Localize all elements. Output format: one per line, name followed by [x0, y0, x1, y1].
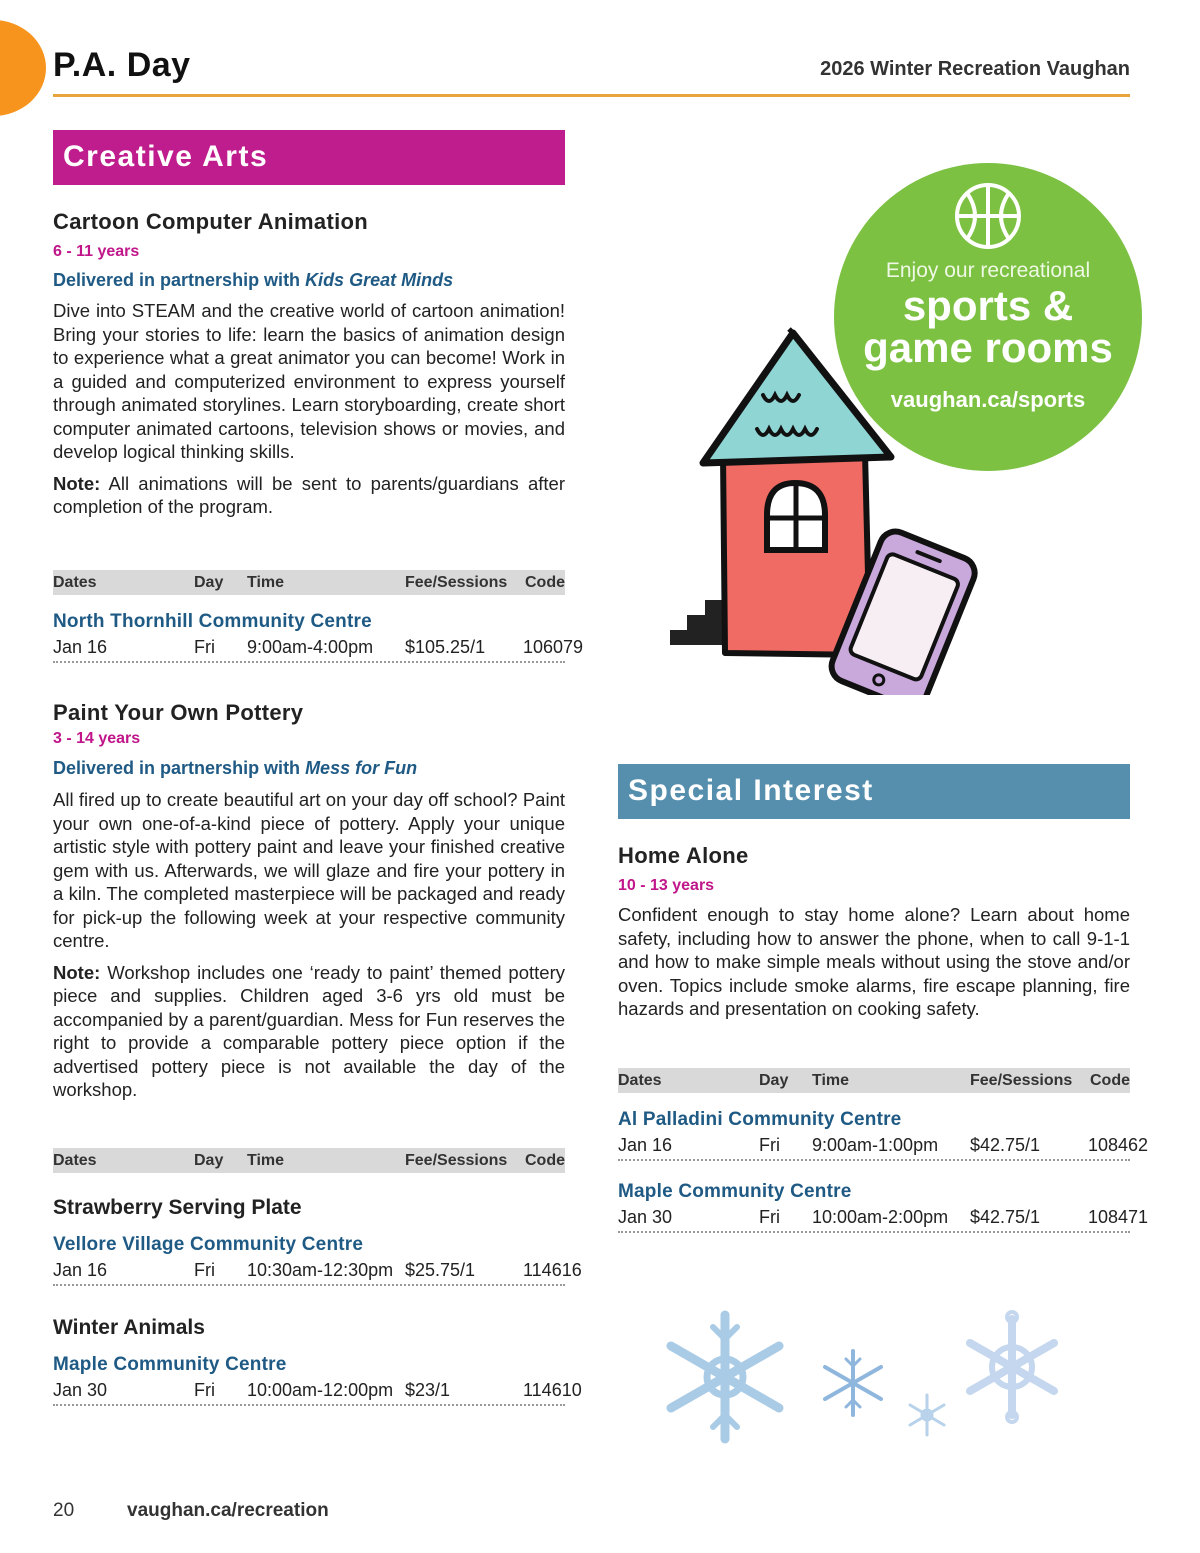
- row-dates: Jan 16: [618, 1134, 673, 1155]
- program-cartoon-animation: [53, 209, 565, 519]
- header-code: Code: [525, 573, 565, 591]
- basketball-icon: [953, 181, 1023, 251]
- location-name: Al Palladini Community Centre: [618, 1109, 902, 1130]
- publication-title: 2026 Winter Recreation Vaughan: [820, 58, 1130, 80]
- table-row: [618, 1203, 1149, 1233]
- row-fee: $23/1: [405, 1379, 451, 1400]
- header-time: Time: [812, 1071, 850, 1089]
- partner-name: Kids Great Minds: [305, 270, 454, 290]
- table-row: [618, 1131, 1149, 1161]
- header-fee: Fee/Sessions: [405, 1151, 508, 1169]
- header-day: Day: [194, 573, 224, 591]
- sub-program-title: Winter Animals: [53, 1316, 205, 1339]
- promo-url-link[interactable]: vaughan.ca/sports: [890, 387, 1086, 412]
- table-header: [53, 1148, 565, 1173]
- schedule-table-cartoon: [53, 570, 584, 663]
- row-time: 10:30am-12:30pm: [247, 1259, 394, 1280]
- sub-program-title: Strawberry Serving Plate: [53, 1196, 302, 1219]
- program-title: Paint Your Own Pottery: [53, 700, 304, 725]
- snowflake-icon: [825, 1351, 881, 1415]
- partner-line: [53, 758, 565, 779]
- row-dates: Jan 16: [53, 1259, 108, 1280]
- program-description: All fired up to create beautiful art on your day off school? Paint your own one-of-a-kind piece of pottery. Apply your unique artistic style with pottery paint and leave your finished creative gem with us. Afterwards, we will glaze and fire your pottery in a kiln. The completed masterpiece will be packaged and ready for pick-up the following week at your respective community centre.: [53, 789, 565, 951]
- row-code: 106079: [523, 636, 584, 657]
- header-time: Time: [247, 573, 285, 591]
- row-time: 10:00am-12:00pm: [247, 1379, 394, 1400]
- section-banner-special-interest: Special Interest: [618, 764, 1130, 819]
- row-time: 10:00am-2:00pm: [812, 1206, 949, 1227]
- snowflake-icon: [970, 1312, 1054, 1422]
- location-name: Maple Community Centre: [618, 1181, 852, 1202]
- program-description: Dive into STEAM and the creative world of cartoon animation! Bring your stories to life: learn the basics of animation design to experience what a great animator you can become! Work in a guided and computerized environment to express yourself through animated storylines. Learn storyboarding, create short computer animated cartoons, television shows or movies, and develop logical thinking skills.: [53, 300, 565, 462]
- program-note: [53, 961, 565, 1102]
- row-fee: $42.75/1: [970, 1134, 1041, 1155]
- table-row: [53, 633, 584, 663]
- page-number: 20: [53, 1500, 75, 1521]
- promo-headline: [834, 282, 1142, 371]
- promo-headline-1: sports &: [902, 282, 1074, 329]
- row-code: 108462: [1088, 1134, 1149, 1155]
- header-code: Code: [1090, 1071, 1130, 1089]
- footer-url-link[interactable]: vaughan.ca/recreation: [127, 1500, 329, 1521]
- row-day: Fri: [759, 1134, 780, 1155]
- header-dates: Dates: [53, 1151, 97, 1169]
- age-range: 10 - 13 years: [618, 877, 715, 894]
- header-dates: Dates: [618, 1071, 662, 1089]
- header-dates: Dates: [53, 573, 97, 591]
- row-fee: $25.75/1: [405, 1259, 476, 1280]
- partner-prefix: Delivered in partnership with: [53, 270, 306, 290]
- row-time: 9:00am-1:00pm: [812, 1134, 939, 1155]
- location-name: Vellore Village Community Centre: [53, 1234, 364, 1255]
- row-dates: Jan 30: [618, 1206, 673, 1227]
- header-divider: [53, 94, 1130, 97]
- row-dates: Jan 16: [53, 636, 108, 657]
- row-day: Fri: [194, 1259, 215, 1280]
- program-title: Home Alone: [618, 843, 749, 868]
- snowflakes-decoration: [655, 1305, 1075, 1450]
- partner-line: [53, 270, 565, 291]
- row-code: 114610: [523, 1379, 582, 1400]
- note-label: Note:: [53, 472, 101, 494]
- program-home-alone: [618, 843, 1130, 1021]
- location-name: Maple Community Centre: [53, 1354, 287, 1375]
- program-title: Cartoon Computer Animation: [53, 209, 368, 234]
- corner-accent: [0, 20, 46, 116]
- row-time: 9:00am-4:00pm: [247, 636, 374, 657]
- header-day: Day: [194, 1151, 224, 1169]
- section-banner-creative-arts: Creative Arts: [53, 130, 565, 185]
- promo-headline-2: game rooms: [863, 324, 1113, 371]
- program-pottery: [53, 700, 565, 1102]
- program-note: [53, 472, 565, 519]
- program-description: Confident enough to stay home alone? Learn about home safety, including how to answer the phone, when to call 9-1-1 and how to make simple meals without using the stove and/or oven. Topics include smoke alarms, fire escape planning, fire hazards and presentation on cooking safety.: [618, 904, 1130, 1019]
- row-fee: $42.75/1: [970, 1206, 1041, 1227]
- row-dates: Jan 30: [53, 1379, 108, 1400]
- row-code: 108471: [1088, 1206, 1149, 1227]
- table-row: [53, 1376, 582, 1406]
- table-header: [618, 1068, 1130, 1093]
- row-day: Fri: [194, 1379, 215, 1400]
- header-time: Time: [247, 1151, 285, 1169]
- promo-intro: Enjoy our recreational: [885, 259, 1091, 282]
- snowflake-icon: [671, 1315, 779, 1439]
- header-code: Code: [525, 1151, 565, 1169]
- partner-name: Mess for Fun: [305, 758, 418, 778]
- header-fee: Fee/Sessions: [405, 573, 508, 591]
- age-range: 3 - 14 years: [53, 730, 141, 747]
- schedule-table-pottery: [53, 1148, 582, 1406]
- table-row: [53, 1256, 582, 1286]
- row-day: Fri: [759, 1206, 780, 1227]
- note-text: Workshop includes one ‘ready to paint’ themed pottery piece and supplies. Children aged 3-6 yrs old must be accompanied by a parent/guardian. Mess for Fun reserves the right to provide a comparable pottery piece option if the advertised pottery piece is not available the day of the workshop.: [53, 961, 565, 1100]
- table-header: [53, 570, 565, 595]
- row-fee: $105.25/1: [405, 636, 486, 657]
- header-fee: Fee/Sessions: [970, 1071, 1073, 1089]
- snowflake-icon: [910, 1395, 944, 1435]
- page-title: P.A. Day: [53, 46, 191, 84]
- partner-prefix: Delivered in partnership with: [53, 758, 306, 778]
- location-name: North Thornhill Community Centre: [53, 611, 372, 632]
- note-text: All animations will be sent to parents/guardians after completion of the program.: [53, 472, 565, 517]
- row-day: Fri: [194, 636, 215, 657]
- age-range: 6 - 11 years: [53, 243, 140, 260]
- header-day: Day: [759, 1071, 789, 1089]
- row-code: 114616: [523, 1259, 582, 1280]
- promo-sports-game-rooms[interactable]: [834, 163, 1142, 471]
- note-label: Note:: [53, 961, 101, 983]
- schedule-table-home-alone: [618, 1068, 1149, 1233]
